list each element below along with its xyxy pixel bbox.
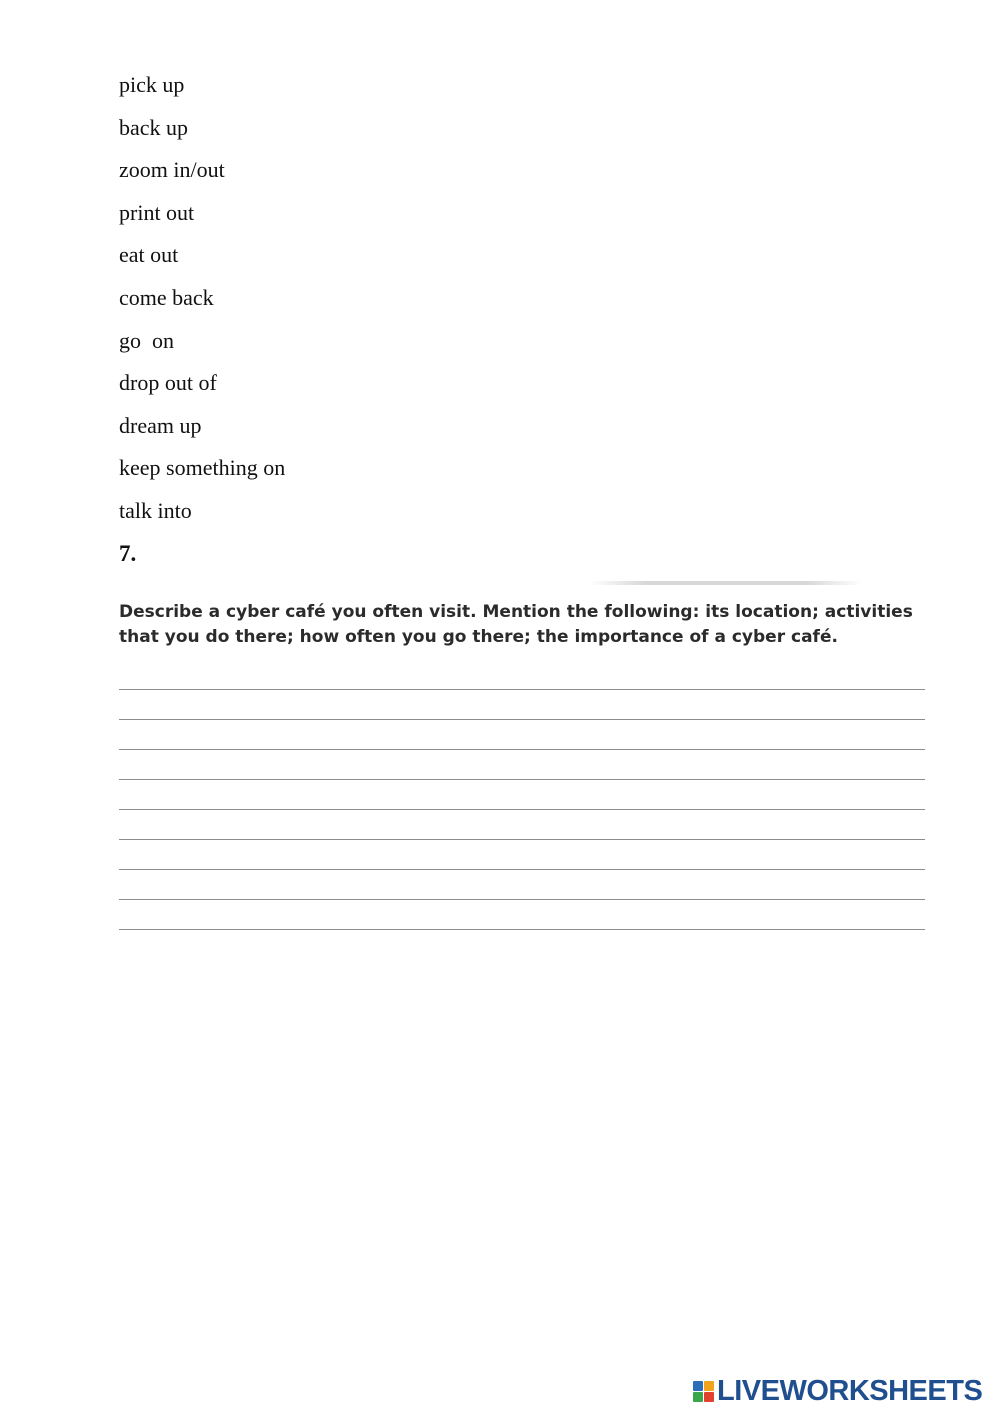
phrase-item: talk into <box>119 497 192 523</box>
phrase-item: drop out of <box>119 370 217 396</box>
logo-square-icon <box>693 1381 703 1391</box>
phrase-item: keep something on <box>119 455 286 481</box>
answer-lines[interactable] <box>119 689 925 959</box>
answer-line[interactable] <box>119 899 925 929</box>
answer-line[interactable] <box>119 929 925 959</box>
answer-line[interactable] <box>119 749 925 779</box>
answer-line[interactable] <box>119 689 925 719</box>
logo-square-icon <box>704 1392 714 1402</box>
phrase-item: pick up <box>119 72 185 97</box>
phrase-item: zoom in/out <box>119 157 225 183</box>
answer-line[interactable] <box>119 869 925 899</box>
answer-line[interactable] <box>119 779 925 809</box>
phrase-item: come back <box>119 284 214 310</box>
logo-square-icon <box>704 1381 714 1391</box>
phrase-item: eat out <box>119 242 179 268</box>
phrase-item: back up <box>119 114 189 140</box>
question-number: 7. <box>119 541 137 566</box>
answer-line[interactable] <box>119 719 925 749</box>
decorative-divider <box>590 581 862 585</box>
answer-line[interactable] <box>119 809 925 839</box>
phrase-item: dream up <box>119 412 202 438</box>
logo-square-icon <box>693 1392 703 1402</box>
logo-grid-icon <box>693 1381 714 1402</box>
answer-line[interactable] <box>119 839 925 869</box>
writing-prompt: Describe a cyber café you often visit. Mention the following: its location; activities that you do there; how often you go there; the importance of a cyber café. <box>119 602 913 647</box>
phrase-item: print out <box>119 199 195 225</box>
logo-text: LIVEWORKSHEETS <box>717 1374 983 1407</box>
phrase-item: go on <box>119 327 174 353</box>
liveworksheets-logo <box>693 1374 982 1408</box>
phrasal-verb-list <box>119 68 285 537</box>
